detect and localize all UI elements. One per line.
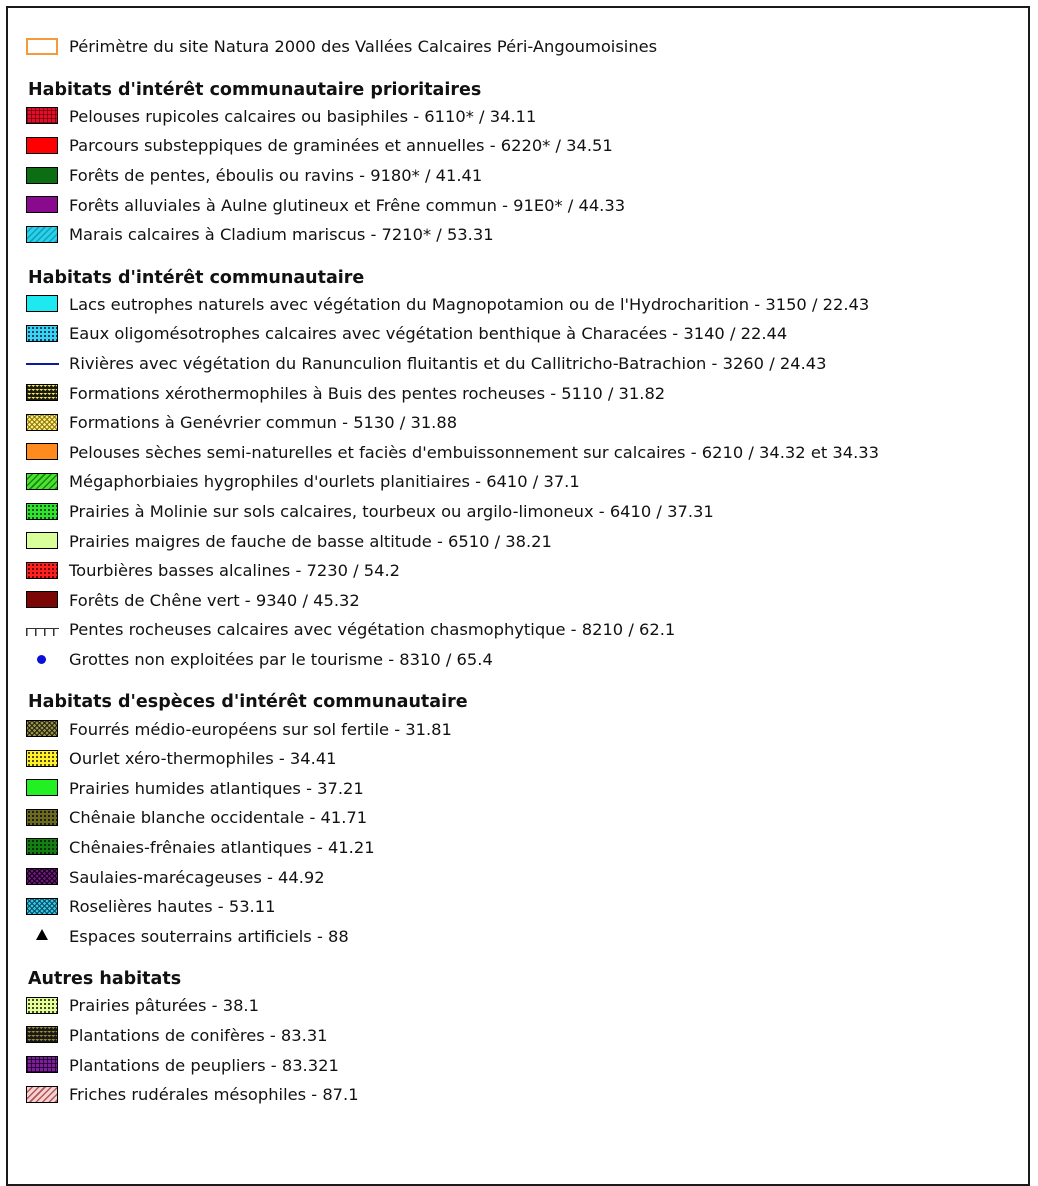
legend-item <box>20 438 1030 468</box>
legend-swatch <box>20 749 65 769</box>
legend-item <box>20 803 1030 833</box>
legend-label: Tourbières basses alcalines - 7230 / 54.2 <box>69 561 401 581</box>
legend-item <box>20 862 1030 892</box>
legend-item <box>20 744 1030 774</box>
legend-item <box>20 190 1030 220</box>
legend-label: Friches rudérales mésophiles - 87.1 <box>69 1085 359 1105</box>
legend-section-heading: Habitats d'espèces d'intérêt communautaire <box>28 692 468 713</box>
legend-label: Marais calcaires à Cladium mariscus - 7210* / 53.31 <box>69 225 494 245</box>
pattern-fill-symbol <box>26 898 58 915</box>
legend-swatch <box>20 1025 65 1045</box>
pattern-fill-symbol <box>26 562 58 579</box>
pattern-fill-symbol <box>26 1026 58 1043</box>
legend-item <box>20 161 1030 191</box>
legend-swatch <box>20 502 65 522</box>
legend-swatch <box>20 897 65 917</box>
legend-label: Pelouses sèches semi-naturelles et faciès d'embuissonnement sur calcaires - 6210 / 34.32 et 34.33 <box>69 442 879 462</box>
legend-label: Espaces souterrains artificiels - 88 <box>69 926 349 946</box>
legend-label: Pelouses rupicoles calcaires ou basiphiles - 6110* / 34.11 <box>69 106 537 126</box>
fill-symbol <box>26 591 58 608</box>
legend-swatch <box>20 225 65 245</box>
legend-swatch <box>20 837 65 857</box>
pattern-fill-symbol <box>26 473 58 490</box>
legend-item <box>20 1080 1030 1110</box>
pattern-fill-symbol <box>26 997 58 1014</box>
pattern-fill-symbol <box>26 226 58 243</box>
legend-swatch <box>20 996 65 1016</box>
legend-item <box>20 378 1030 408</box>
perimeter-swatch <box>20 37 65 57</box>
pattern-fill-symbol <box>26 384 58 401</box>
legend-item <box>20 102 1030 132</box>
legend-label: Grottes non exploitées par le tourisme - 8310 / 65.4 <box>69 649 493 669</box>
legend-item <box>20 1050 1030 1080</box>
pattern-fill-symbol <box>26 750 58 767</box>
legend-item <box>20 1021 1030 1051</box>
legend-swatch <box>20 195 65 215</box>
fill-symbol <box>26 532 58 549</box>
legend-swatch <box>20 590 65 610</box>
legend-item <box>20 220 1030 250</box>
legend-label: Plantations de peupliers - 83.321 <box>69 1055 339 1075</box>
pattern-fill-symbol <box>26 809 58 826</box>
legend-item <box>20 773 1030 803</box>
legend-item <box>20 349 1030 379</box>
legend-label: Formations à Genévrier commun - 5130 / 31.88 <box>69 413 458 433</box>
fill-symbol <box>26 443 58 460</box>
pattern-fill-symbol <box>26 868 58 885</box>
fill-symbol <box>26 295 58 312</box>
legend-section-heading: Habitats d'intérêt communautaire prioritaires <box>28 79 482 100</box>
legend-swatch <box>20 472 65 492</box>
legend-item-perimeter <box>20 32 1030 62</box>
legend-item <box>20 991 1030 1021</box>
legend-section-heading: Habitats d'intérêt communautaire <box>28 267 365 288</box>
pattern-fill-symbol <box>26 720 58 737</box>
legend-item <box>20 714 1030 744</box>
fill-symbol <box>26 137 58 154</box>
legend-label: Prairies pâturées - 38.1 <box>69 996 259 1016</box>
legend-item <box>20 921 1030 951</box>
legend-label: Plantations de conifères - 83.31 <box>69 1025 328 1045</box>
legend-label: Mégaphorbiaies hygrophiles d'ourlets planitiaires - 6410 / 37.1 <box>69 472 580 492</box>
legend-label: Prairies maigres de fauche de basse altitude - 6510 / 38.21 <box>69 531 552 551</box>
legend-swatch <box>20 867 65 887</box>
pattern-fill-symbol <box>26 414 58 431</box>
legend-label: Pentes rocheuses calcaires avec végétation chasmophytique - 8210 / 62.1 <box>69 620 676 640</box>
fill-symbol <box>26 779 58 796</box>
legend-item <box>20 586 1030 616</box>
legend-swatch <box>20 136 65 156</box>
legend-label: Forêts de Chêne vert - 9340 / 45.32 <box>69 590 360 610</box>
legend-label: Parcours substeppiques de graminées et annuelles - 6220* / 34.51 <box>69 136 613 156</box>
legend-label: Forêts alluviales à Aulne glutineux et Frêne commun - 91E0* / 44.33 <box>69 195 626 215</box>
legend-groups <box>20 70 1030 1110</box>
legend-item <box>20 556 1030 586</box>
legend-swatch <box>20 383 65 403</box>
legend-label: Fourrés médio-européens sur sol fertile - 31.81 <box>69 719 452 739</box>
legend-swatch <box>20 442 65 462</box>
legend-label: Eaux oligomésotrophes calcaires avec végétation benthique à Characées - 3140 / 22.44 <box>69 324 788 344</box>
legend-label: Chênaies-frênaies atlantiques - 41.21 <box>69 837 375 857</box>
legend-item <box>20 290 1030 320</box>
legend-item <box>20 131 1030 161</box>
legend-label: Saulaies-marécageuses - 44.92 <box>69 867 325 887</box>
legend-label: Forêts de pentes, éboulis ou ravins - 9180* / 41.41 <box>69 166 483 186</box>
legend-swatch <box>20 620 65 640</box>
legend-label: Rivières avec végétation du Ranunculion fluitantis et du Callitricho-Batrachion - 3260 / 24.43 <box>69 354 827 374</box>
pattern-fill-symbol <box>26 1056 58 1073</box>
pattern-fill-symbol <box>26 1086 58 1103</box>
legend-item <box>20 615 1030 645</box>
legend-label: Prairies humides atlantiques - 37.21 <box>69 778 364 798</box>
legend-swatch <box>20 354 65 374</box>
legend-label: Ourlet xéro-thermophiles - 34.41 <box>69 749 337 769</box>
legend-item <box>20 408 1030 438</box>
legend-item <box>20 526 1030 556</box>
legend-swatch <box>20 1055 65 1075</box>
legend-swatch <box>20 1085 65 1105</box>
river-line-symbol <box>26 363 59 365</box>
cave-dot-symbol <box>37 655 46 664</box>
pattern-fill-symbol <box>26 838 58 855</box>
legend-label: Formations xérothermophiles à Buis des pentes rocheuses - 5110 / 31.82 <box>69 383 666 403</box>
legend-swatch <box>20 719 65 739</box>
legend-swatch <box>20 649 65 669</box>
legend-label: Prairies à Molinie sur sols calcaires, tourbeux ou argilo-limoneux - 6410 / 37.31 <box>69 502 714 522</box>
legend-label: Roselières hautes - 53.11 <box>69 897 276 917</box>
legend-item <box>20 645 1030 675</box>
legend-swatch <box>20 106 65 126</box>
legend-swatch <box>20 531 65 551</box>
legend-swatch <box>20 294 65 314</box>
legend-frame <box>6 6 1030 1186</box>
fill-symbol <box>26 196 58 213</box>
legend-swatch <box>20 808 65 828</box>
legend-item <box>20 319 1030 349</box>
legend-label: Périmètre du site Natura 2000 des Vallées Calcaires Péri-Angoumoisines <box>69 37 658 57</box>
legend-swatch <box>20 926 65 946</box>
legend-swatch <box>20 324 65 344</box>
fill-symbol <box>26 167 58 184</box>
legend-swatch <box>20 166 65 186</box>
legend-item <box>20 833 1030 863</box>
legend-swatch <box>20 413 65 433</box>
triangle-symbol <box>36 929 48 940</box>
pattern-fill-symbol <box>26 503 58 520</box>
legend-section-heading: Autres habitats <box>28 969 182 990</box>
legend-swatch <box>20 778 65 798</box>
legend-swatch <box>20 561 65 581</box>
cliff-tick-symbol <box>26 628 59 636</box>
legend-label: Chênaie blanche occidentale - 41.71 <box>69 808 368 828</box>
legend-label: Lacs eutrophes naturels avec végétation du Magnopotamion ou de l'Hydrocharition - 3150 / 22.43 <box>69 294 870 314</box>
legend-item <box>20 467 1030 497</box>
pattern-fill-symbol <box>26 325 58 342</box>
pattern-fill-symbol <box>26 107 58 124</box>
legend-item <box>20 892 1030 922</box>
legend-item <box>20 497 1030 527</box>
map-legend <box>20 32 1030 1109</box>
